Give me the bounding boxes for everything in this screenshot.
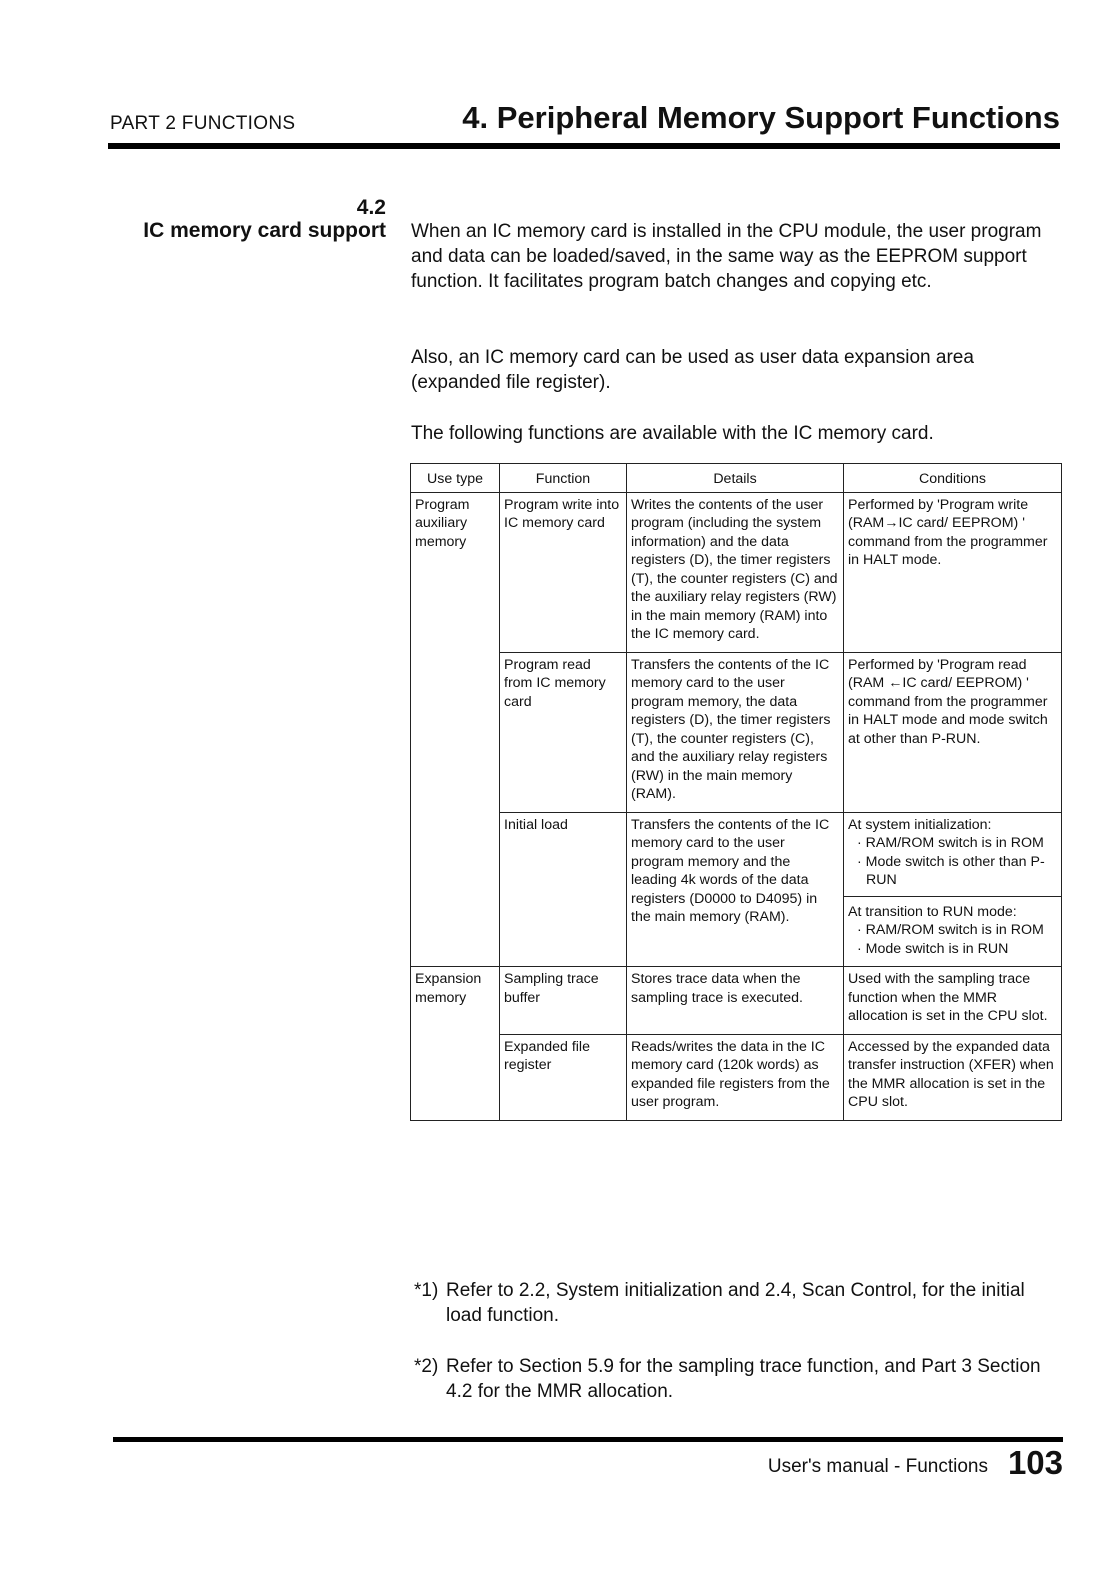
table-header-row — [411, 464, 1062, 493]
table-row — [411, 1034, 1062, 1120]
cell-function: Program write into IC memory card — [500, 492, 627, 652]
chapter-title: 4. Peripheral Memory Support Functions — [462, 100, 1060, 135]
cell-details: Transfers the contents of the IC memory card to the user program memory, the data registers (D), the timer registers (T), the counter registers (C), and the auxiliary relay registers (RW) in the main memory (RAM). — [627, 652, 844, 812]
condition-group-title: At system initialization: — [848, 816, 992, 833]
table-row — [411, 492, 1062, 652]
footnote-text: Refer to 2.2, System initialization and 2.4, Scan Control, for the initial load function. — [446, 1280, 1025, 1326]
table-row — [411, 967, 1062, 1035]
section-title: IC memory card support — [143, 219, 386, 242]
cell-function: Initial load — [500, 812, 627, 967]
condition-group-title: At transition to RUN mode: — [848, 903, 1017, 920]
cell-details: Writes the contents of the user program (including the system information) and the data registers (D), the timer registers (T), the counter registers (C) and the auxiliary relay registers (RW) in the main memory (RAM) into the IC memory card. — [627, 492, 844, 652]
header-function: Function — [500, 464, 627, 493]
footnote-mark: *2) — [414, 1356, 439, 1377]
cell-details: Reads/writes the data in the IC memory card (120k words) as expanded file registers from the user program. — [627, 1034, 844, 1120]
footnote-text: Refer to Section 5.9 for the sampling trace function, and Part 3 Section 4.2 for the MMR allocation. — [446, 1356, 1041, 1402]
condition-group — [844, 896, 1061, 959]
cell-conditions: Used with the sampling trace function when the MMR allocation is set in the CPU slot. — [844, 967, 1062, 1035]
header-use-type: Use type — [411, 464, 500, 493]
cell-details: Stores trace data when the sampling trace is executed. — [627, 967, 844, 1035]
header-part-label: PART 2 FUNCTIONS — [110, 113, 296, 134]
section-number: 4.2 — [356, 196, 386, 219]
cell-use-type — [411, 812, 500, 967]
cell-conditions: Accessed by the expanded data transfer instruction (XFER) when the MMR allocation is set in the CPU slot. — [844, 1034, 1062, 1120]
condition-item: · RAM/ROM switch is in ROM — [857, 835, 1044, 851]
cell-function: Expanded file register — [500, 1034, 627, 1120]
condition-item: · Mode switch is other than P-RUN — [857, 853, 1045, 888]
paragraph-expansion: Also, an IC memory card can be used as user data expansion area (expanded file register). — [411, 347, 974, 393]
paragraph-intro: When an IC memory card is installed in the CPU module, the user program and data can be loaded/saved, in the same way as the EEPROM support function. It facilitates program batch changes and copying etc. — [411, 221, 1042, 292]
footer-manual-title: User's manual - Functions — [767, 1456, 988, 1477]
cell-details: Transfers the contents of the IC memory card to the user program memory and the leading 4k words of the data registers (D0000 to D4095) in the main memory (RAM). — [627, 812, 844, 967]
cell-conditions: Performed by 'Program read (RAM ←IC card/ EEPROM) ' command from the programmer in HALT mode and mode switch at other than P-RUN. — [844, 652, 1062, 812]
header-conditions: Conditions — [844, 464, 1062, 493]
paragraph-table-lead: The following functions are available with the IC memory card. — [411, 423, 934, 444]
header-details: Details — [627, 464, 844, 493]
page-number: 103 — [1007, 1444, 1063, 1481]
cell-use-type: Program auxiliary memory — [411, 492, 500, 652]
cell-use-type: Expansion memory — [411, 967, 500, 1035]
functions-table — [410, 463, 1062, 1121]
condition-item: · Mode switch is in RUN — [857, 940, 1009, 957]
cell-conditions: Performed by 'Program write (RAM→IC card/ EEPROM) ' command from the programmer in HALT mode. — [844, 492, 1062, 652]
cell-function: Program read from IC memory card — [500, 652, 627, 812]
footnote-1 — [414, 1278, 1054, 1328]
cell-function: Sampling trace buffer — [500, 967, 627, 1035]
cell-use-type — [411, 1034, 500, 1120]
footer-rule — [113, 1437, 1063, 1442]
cell-use-type — [411, 652, 500, 812]
table-row — [411, 652, 1062, 812]
footnote-mark: *1) — [414, 1280, 439, 1301]
header-rule — [108, 143, 1060, 149]
condition-item: · RAM/ROM switch is in ROM — [857, 922, 1044, 938]
footnote-2 — [414, 1354, 1054, 1404]
cell-conditions — [844, 812, 1062, 967]
table-row — [411, 812, 1062, 967]
